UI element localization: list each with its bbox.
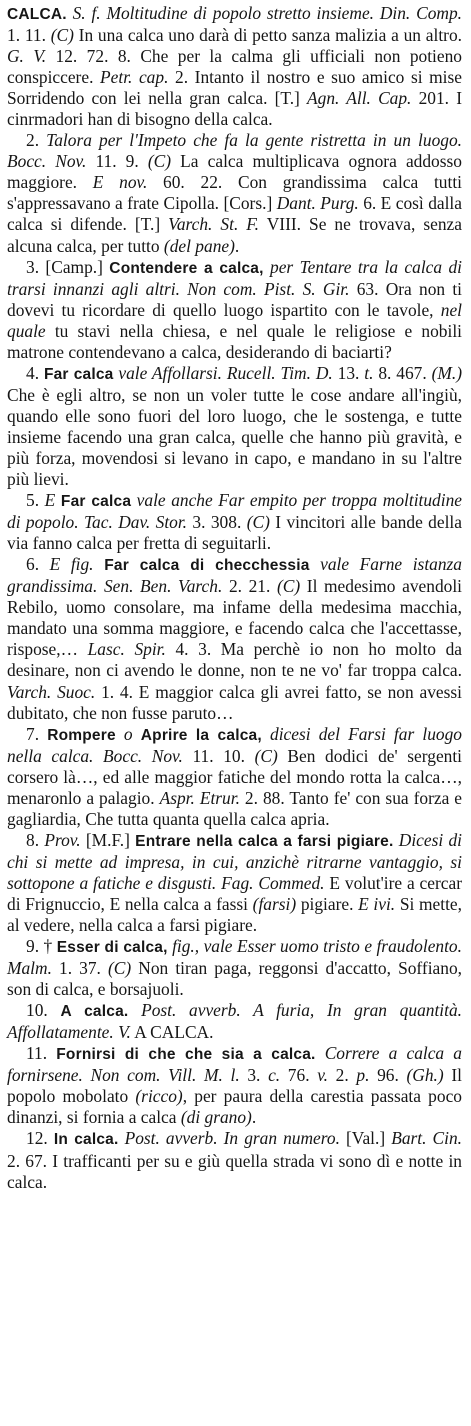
headword: Far calca: [55, 493, 132, 511]
entry-sense-4: [7, 363, 462, 490]
italic-text: (C): [276, 576, 301, 597]
entry-text: 1. 4. E maggior calca gli avrei fatto, se non avessi dubitato, che non fusse paruto…: [7, 681, 462, 723]
italic-text: dicesi del Farsi far luogo nella calca. Bocc. Nov.: [7, 723, 462, 766]
headword: In calca.: [53, 1131, 119, 1149]
headword: Esser di calca,: [56, 939, 168, 957]
entry-text: 2. 88. Tanto fe' con sua forza e gagliardia, Che tutta quanta quella calca apria.: [7, 787, 463, 829]
italic-text: Bart. Cin.: [391, 1128, 463, 1149]
entry-text: 2.: [26, 130, 47, 151]
entry-text: 10.: [26, 1000, 61, 1021]
entry-text: 8.: [26, 829, 45, 850]
italic-text: G. V.: [7, 46, 47, 67]
entry-sense-2: [7, 130, 462, 256]
entry-text: 2. 21.: [222, 576, 277, 597]
headword: Far calca: [43, 365, 114, 383]
headword: Fornirsi di che che sia a calca.: [56, 1046, 316, 1064]
headword: Contendere a calca,: [109, 259, 264, 277]
entry-text: 3. 308.: [187, 512, 247, 533]
italic-text: (C): [254, 745, 278, 766]
italic-text: fig., vale Esser uomo tristo e fraudolento. Malm.: [7, 936, 462, 979]
entry-text: 13.: [332, 362, 365, 383]
entry-text: 12.: [26, 1128, 54, 1149]
headword: Far calca di checchessia: [93, 557, 310, 575]
italic-text: (farsi): [252, 893, 297, 914]
entry-text: 1. 37.: [51, 958, 108, 979]
entry-text: E volut'ire a cercar di Frignuccio, E nella calca a fassi: [7, 872, 462, 914]
entry-text: 201. I cinrmadori han di bisogno della calca.: [7, 88, 462, 130]
italic-text: Varch. St. F.: [168, 214, 260, 235]
italic-text: v.: [317, 1065, 328, 1086]
entry-sense-10: [7, 1000, 462, 1043]
entry-text: 6.: [26, 554, 50, 575]
entry-text: Il popolo mobolato: [7, 1065, 462, 1107]
entry-main: [7, 3, 462, 130]
entry-text: 12. 72. 8. Che per la calma gli ufficiali non potieno conspiccere.: [7, 46, 463, 88]
entry-sense-7: [7, 724, 462, 830]
italic-text: Post. avverb. A furia, In gran quantità. Affollatamente. V.: [7, 1000, 462, 1043]
headword: Rompere: [47, 726, 116, 744]
entry-text: 5.: [26, 490, 45, 511]
entry-text: [M.F.]: [80, 829, 136, 850]
italic-text: E: [44, 490, 56, 511]
entry-text: Si mette, al vedere, nella calca a farsi pigiare.: [7, 893, 462, 936]
italic-text: nel quale: [7, 299, 462, 341]
entry-text: 8. 467.: [373, 362, 432, 383]
entry-text: 4. 3. Ma perchè io non ho molto da desinare, non ci avendo le donne, non te ne vo' far troppa calca.: [7, 639, 462, 681]
italic-text: t.: [364, 362, 374, 383]
italic-text: Correre a calca a fornirsene. Non com. Vill. M. l.: [7, 1043, 462, 1086]
italic-text: (C): [246, 512, 270, 533]
entry-text: 60. 22. Con grandissima calca tutti s'appressavano a frate Cipolla. [Cors.]: [7, 172, 462, 214]
entry-text: Non tiran paga, reggonsi d'accatto, Soffiano, son di calca, e borsajuoli.: [7, 958, 462, 1000]
italic-text: E fig.: [49, 554, 94, 575]
entry-text: 9. †: [26, 936, 57, 957]
entry-text: [Val.]: [339, 1128, 392, 1149]
entry-text: pigiare.: [296, 893, 359, 914]
italic-text: E nov.: [92, 172, 148, 193]
italic-text: Dicesi di chi si mette ad impresa, in cui, anzichè ritrarne vantaggio, si sottopone a fatiche e disgusti. Fag. Commed.: [7, 829, 463, 893]
italic-text: (M.): [431, 362, 463, 383]
entry-text: , per paura della carestia passata poco dinanzi, si fornia a calca: [7, 1086, 462, 1128]
entry-text: 96.: [369, 1065, 407, 1086]
entry-text: 7.: [26, 723, 48, 744]
italic-text: per Tentare tra la calca di trarsi innanzi agli altri. Non com. Pist. S. Gir.: [7, 256, 462, 299]
entry-text: 3.: [239, 1065, 269, 1086]
entry-text: 76.: [280, 1065, 318, 1086]
italic-text: (del pane): [163, 235, 235, 256]
entry-text: La calca multiplicava ognora addosso maggiore.: [7, 151, 462, 193]
entry-sense-3: [7, 257, 462, 363]
entry-text: 11. 10.: [182, 745, 255, 766]
italic-text: o: [115, 723, 141, 744]
italic-text: E ivi.: [358, 893, 396, 914]
italic-text: p.: [356, 1065, 370, 1086]
entry-text: 2. 67. I trafficanti per su e giù quella strada vi sono dì e notte in calca.: [7, 1150, 462, 1192]
entry-text: 3. [Camp.]: [26, 256, 110, 277]
entry-sense-12: [7, 1128, 462, 1192]
italic-text: Prov.: [44, 829, 81, 850]
headword: Aprire la calca,: [140, 726, 262, 744]
entry-text: 2. Intanto il nostro e suo amico si mise Sorridendo con lei nella gran calca. [T.]: [7, 67, 462, 109]
italic-text: (ricco): [135, 1086, 183, 1107]
headword: Entrare nella calca a farsi pigiare.: [135, 832, 394, 850]
entry-text: Che è egli altro, se non un voler tutte le cose andare all'ingiù, quando elle sono fuori del loro luogo, che le sostenga, e tutte insieme facendo una gran calca, quelle che hanno più gravità, e più forza, movendosi si levano in capo, e mandano in su l'altre più lievi.: [7, 384, 462, 490]
headword: A calca.: [60, 1003, 129, 1021]
entry-sense-6: [7, 554, 462, 723]
entry-sense-5: [7, 490, 462, 554]
italic-text: Talora per l'Impeto che fa la gente ristretta in un luogo. Bocc. Nov.: [7, 130, 462, 172]
entry-text: Il medesimo avendoli Rebilo, uomo consolare, ma infame della medesima macchia, mandato una somma maggiore, e facendo calca che l'accettasse, rispose,…: [7, 576, 462, 660]
entry-text: 4.: [26, 362, 44, 383]
italic-text: Petr. cap.: [100, 67, 169, 88]
entry-sense-11: [7, 1043, 462, 1128]
entry-text: 11. 9.: [86, 151, 148, 172]
entry-text: In una calca uno darà di petto sanza malizia a un altro.: [73, 25, 462, 46]
entry-sense-9: [7, 936, 462, 1000]
italic-text: S. f. Moltitudine di popolo stretto insieme. Din. Comp.: [66, 3, 462, 23]
italic-text: Post. avverb. In gran numero.: [118, 1128, 340, 1149]
entry-text: .: [234, 235, 240, 256]
entry-text: VIII. Se ne trovava, senza alcuna calca, per tutto: [7, 214, 462, 256]
entry-text: tu stavi nella chiesa, e nel quale le religiose e nobili matrone contendevano a calca, desiderando di baciarti?: [7, 320, 462, 362]
entry-text: 63. Ora non ti dovevi tu ricordare di quello luogo ispartito con le tavole,: [7, 278, 462, 320]
italic-text: c.: [268, 1065, 281, 1086]
italic-text: (C): [147, 151, 172, 172]
italic-text: vale anche Far empito per troppa moltitudine di popolo. Tac. Dav. Stor.: [7, 490, 462, 533]
entry-text: A CALCA.: [130, 1022, 214, 1043]
entry-sense-8: [7, 830, 462, 936]
italic-text: (Gh.): [406, 1065, 444, 1086]
entry-text: 11.: [26, 1043, 57, 1064]
italic-text: (C): [50, 25, 74, 46]
headword: CALCA.: [7, 6, 67, 23]
italic-text: (C): [108, 958, 132, 979]
entry-text: Ben dodici de' sergenti corsero là…, ed alle maggior fatiche del mondo rotta la calca…, menaronlo a palagio.: [7, 745, 463, 808]
italic-text: vale Farne istanza grandissima. Sen. Ben. Varch.: [7, 554, 463, 597]
italic-text: Aspr. Etrur.: [159, 787, 240, 808]
entry-text: 2.: [328, 1065, 357, 1086]
italic-text: Lasc. Spir.: [87, 639, 166, 660]
italic-text: vale Affollarsi. Rucell. Tim. D.: [113, 362, 333, 383]
italic-text: Dant. Purg.: [276, 193, 359, 214]
italic-text: Varch. Suoc.: [7, 681, 96, 702]
italic-text: (di grano): [180, 1107, 252, 1128]
entry-text: .: [251, 1107, 257, 1128]
entry-text: 1. 11.: [7, 25, 51, 46]
italic-text: Agn. All. Cap.: [307, 88, 412, 109]
entry-text: I vincitori alle bande della via fanno calca per fretta di seguitarli.: [7, 512, 462, 554]
entry-text: 6. E così dalla calca si difende. [T.]: [7, 193, 462, 235]
